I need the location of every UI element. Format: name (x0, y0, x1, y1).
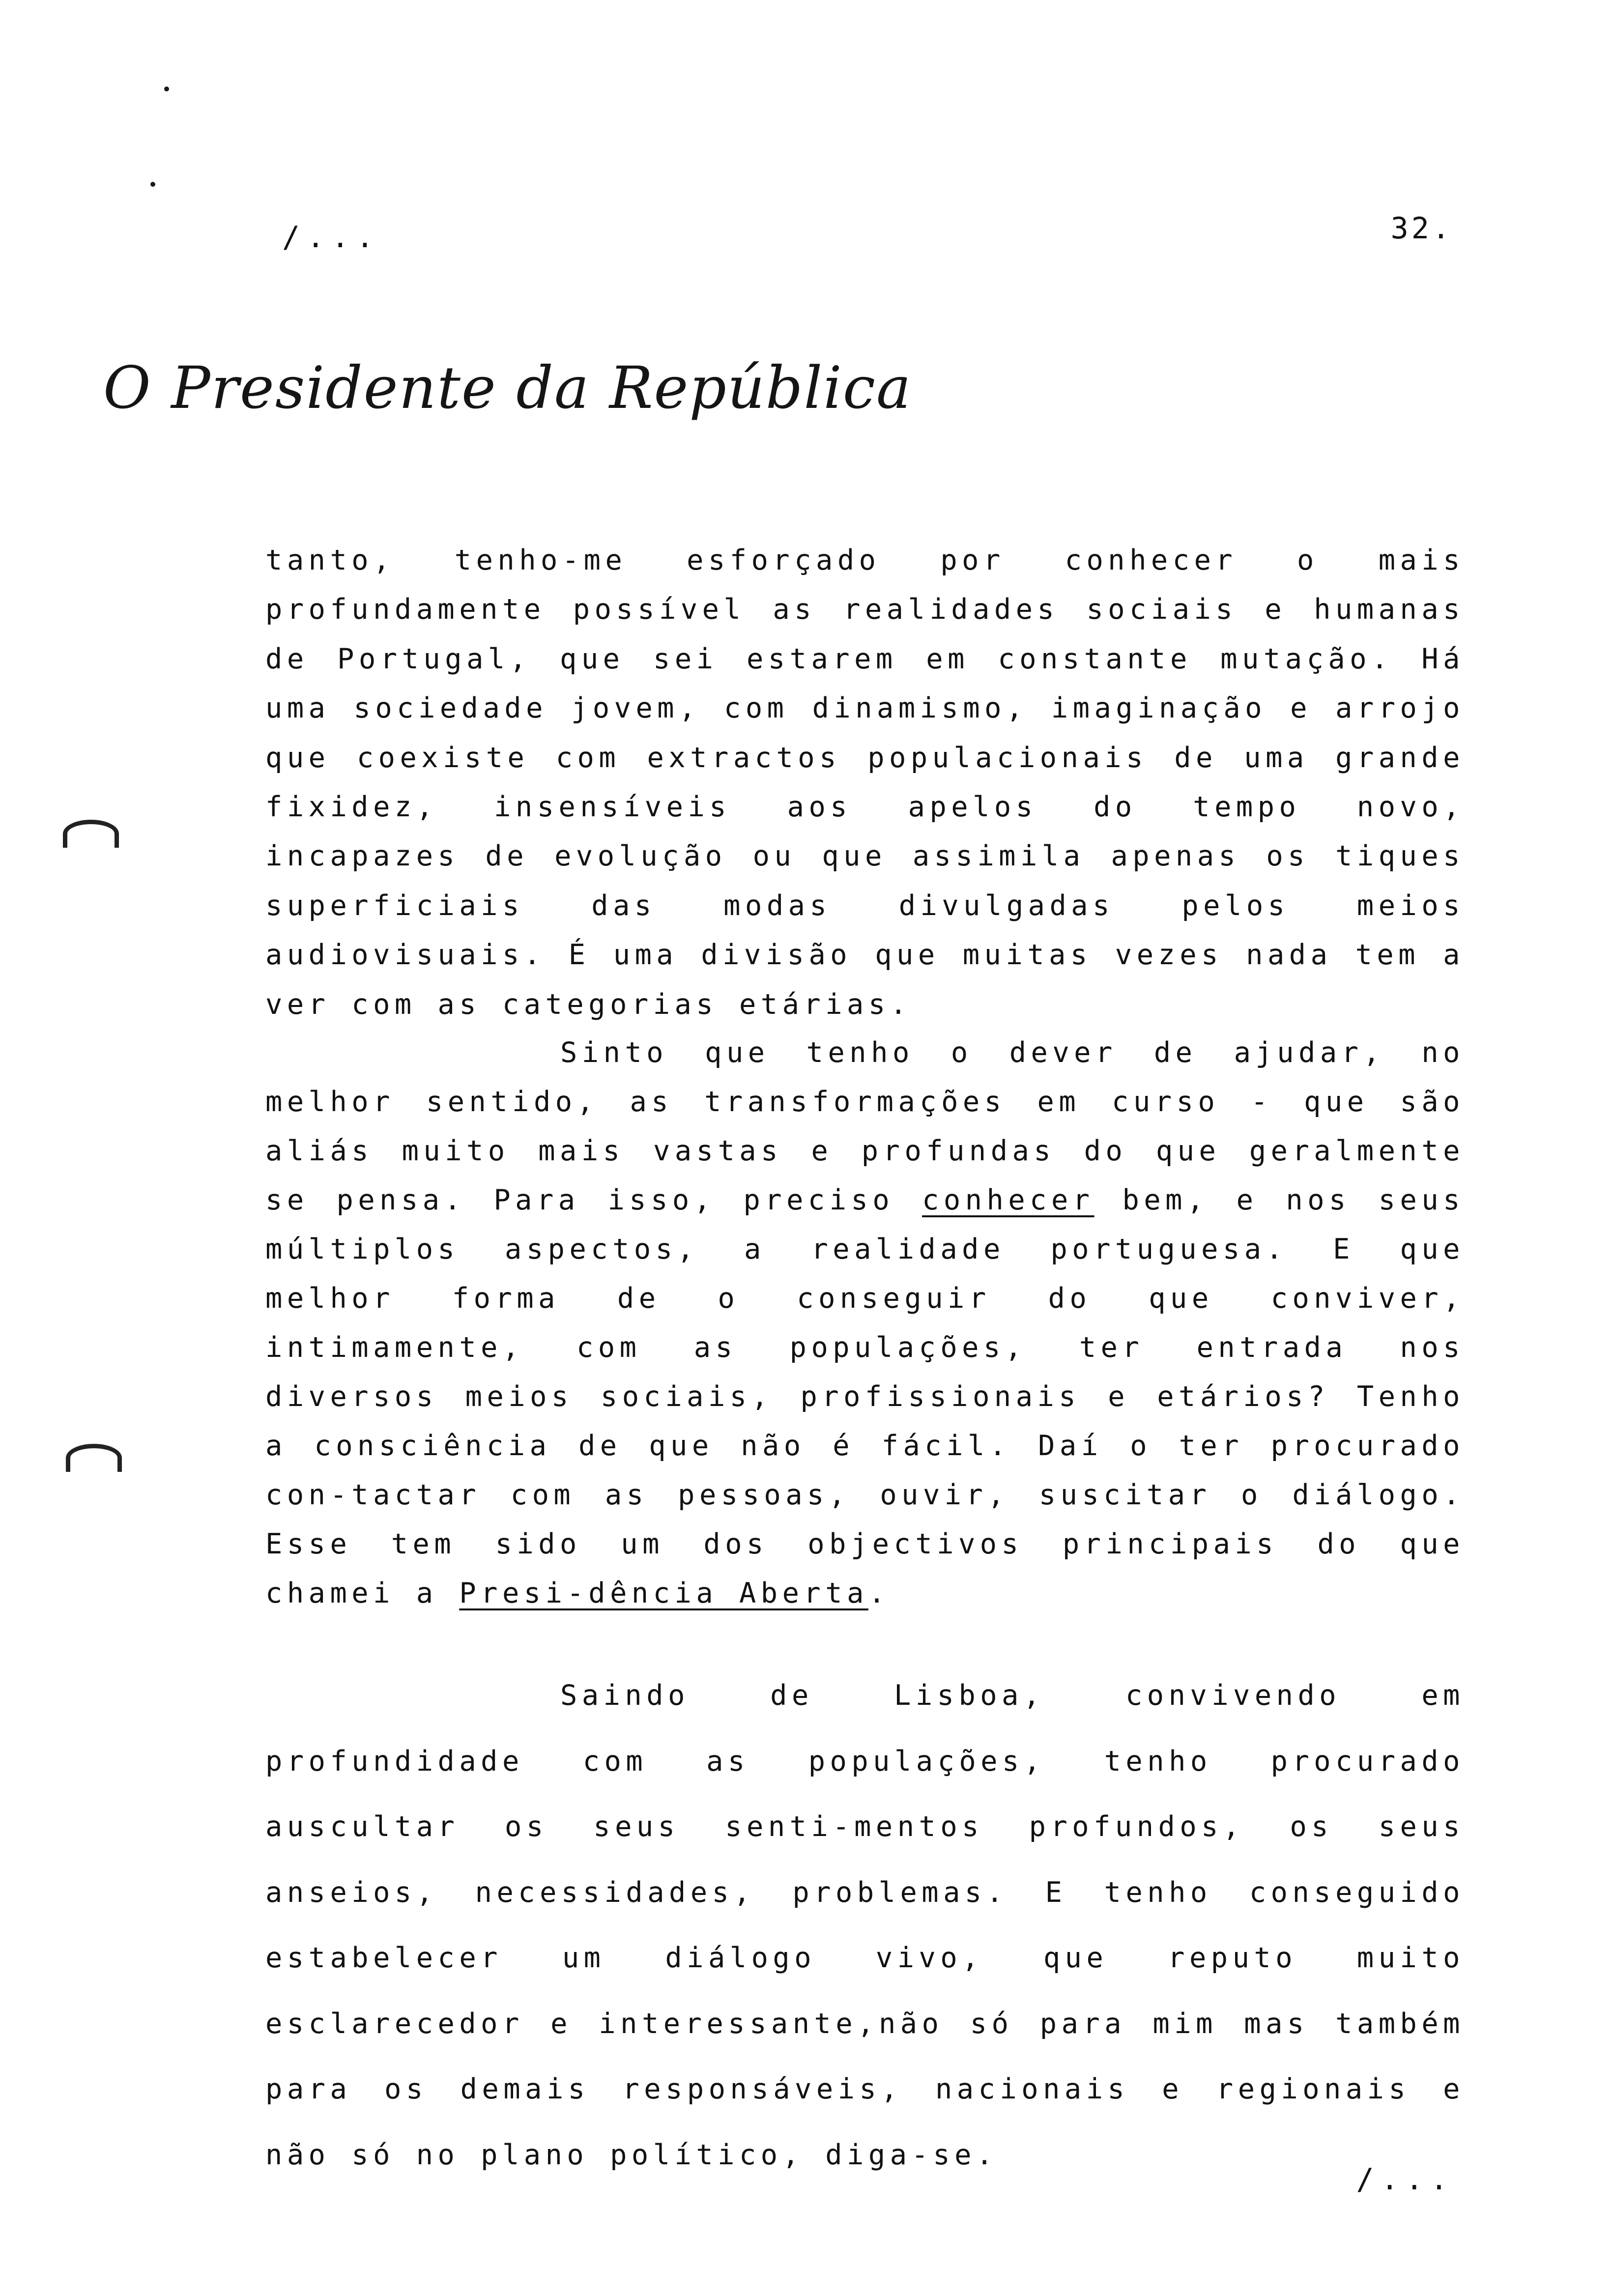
scan-dot (164, 86, 169, 91)
paragraph-2-text-c: . (868, 1577, 890, 1609)
underlined-phrase-presidencia-aberta: Presi-dência Aberta (459, 1577, 868, 1609)
scan-dot (150, 182, 155, 187)
underlined-word-conhecer: conhecer (922, 1184, 1094, 1216)
paragraph-2 (265, 1028, 1465, 1618)
paragraph-1: tanto, tenho-me esforçado por conhecer o mais profundamente possível as realidades sociais e humanas de Portugal, que sei estarem em constante mutação. Há uma sociedade jovem, com dinamismo, imaginação e arrojo que coexiste com extractos populacionais de uma grande fixidez, insensíveis aos apelos do tempo novo, incapazes de evolução ou que assimila apenas os tiques superficiais das modas divulgadas pelos meios audiovisuais. É uma divisão que muitas vezes nada tem a ver com as categorias etárias. (265, 544, 1465, 1021)
continuation-marker-top: /... (282, 220, 381, 255)
punch-hole-mark (63, 820, 119, 848)
paragraph-2-text-a: Sinto que tenho o dever de ajudar, no melhor sentido, as transformações em curso - que são aliás muito mais vastas e profundas do que geralmente se pensa. Para isso, preciso (265, 1036, 1465, 1216)
continuation-marker-bottom: /... (1356, 2162, 1455, 2197)
paragraph-3-text: Saindo de Lisboa, convivendo em profundidade com as populações, tenho procurado auscultar os seus senti-mentos profundos, os seus anseios, necessidades, problemas. E tenho conseguido estabelecer um diálogo vivo, que reputo muito esclarecedor e interessante,não só para mim mas também para os demais responsáveis, nacionais e regionais e não só no plano político, diga-se. (265, 1679, 1465, 2171)
punch-hole-mark (66, 1444, 122, 1472)
letterhead: O Presidente da República (103, 354, 912, 422)
paragraph-3 (265, 1663, 1465, 2188)
page-number: 32. (1390, 211, 1453, 246)
paragraph-2-text-b: bem, e nos seus múltiplos aspectos, a realidade portuguesa. E que melhor forma de o conseguir do que conviver, intimamente, com as populações, ter entrada nos diversos meios sociais, profissionais e etários? Tenho a consciência de que não é fácil. Daí o ter procurado con-tactar com as pessoas, ouvir, suscitar o diálogo. Esse tem sido um dos objectivos principais do que chamei a (265, 1184, 1465, 1609)
